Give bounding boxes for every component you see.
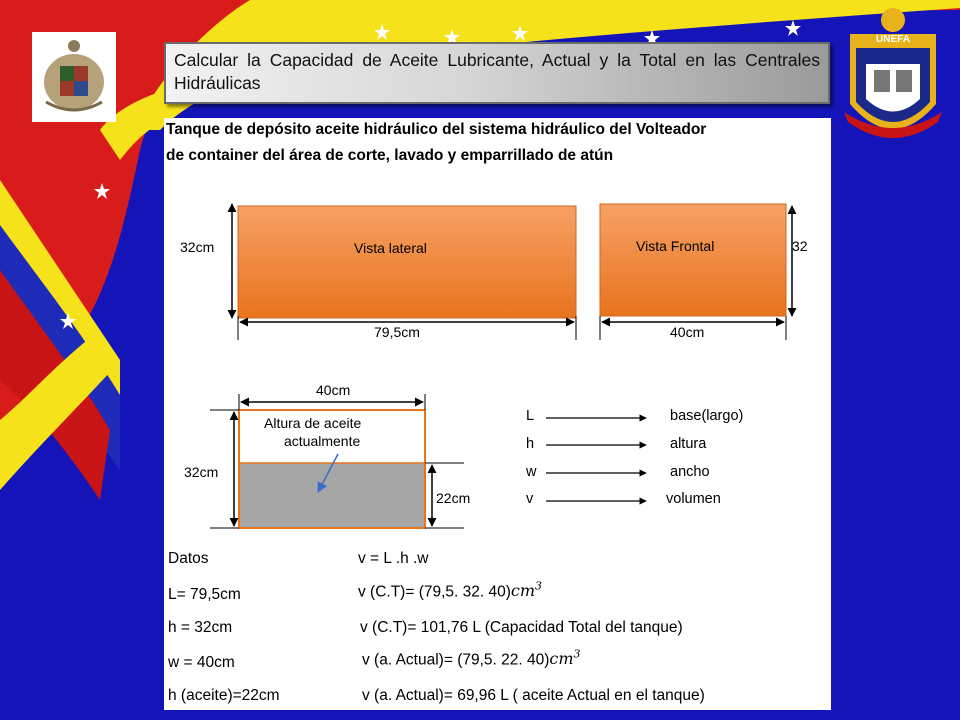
institution-logo bbox=[32, 32, 116, 122]
legend-arrows bbox=[546, 418, 646, 501]
figure-heading-line1: Tanque de depósito aceite hidráulico del sistema hidráulico del Volteador bbox=[166, 121, 707, 138]
legend-meaning: ancho bbox=[670, 464, 710, 480]
figure-heading-line2: de container del área de corte, lavado y emparrillado de atún bbox=[166, 147, 614, 164]
oil-view-height-label: 32cm bbox=[184, 464, 219, 480]
emblem-icon bbox=[32, 32, 116, 122]
cubic-unit: $cm^3$ bbox=[549, 648, 581, 669]
volume-formula: v = L .h .w bbox=[358, 550, 429, 567]
front-view-height-label: 32 bbox=[792, 238, 808, 254]
legend-symbol: v bbox=[526, 491, 534, 507]
total-volume-expression bbox=[358, 580, 542, 601]
front-view-width-label: 40cm bbox=[670, 324, 705, 340]
side-view-label: Vista lateral bbox=[354, 240, 427, 256]
oil-level-label: 22cm bbox=[436, 490, 471, 506]
oil-view-width-label: 40cm bbox=[316, 382, 351, 398]
legend-meaning: volumen bbox=[666, 491, 721, 507]
oil-callout-line1: Altura de aceite bbox=[264, 415, 362, 431]
data-length: L= 79,5cm bbox=[168, 586, 241, 603]
legend-meaning: altura bbox=[670, 436, 707, 452]
front-view-label: Vista Frontal bbox=[636, 238, 715, 254]
data-width: w = 40cm bbox=[168, 654, 235, 671]
data-height: h = 32cm bbox=[168, 619, 233, 636]
unefa-banner-text: UNEFA bbox=[876, 34, 910, 45]
shield-emblem-icon bbox=[838, 4, 948, 154]
total-volume-result: v (C.T)= 101,76 L (Capacidad Total del tanque) bbox=[360, 619, 683, 636]
front-view-tank bbox=[600, 204, 786, 316]
actual-volume-result: v (a. Actual)= 69,96 L ( aceite Actual en el tanque) bbox=[362, 687, 705, 704]
side-view-tank bbox=[238, 206, 576, 318]
legend-symbol: h bbox=[526, 436, 535, 452]
legend-symbol: w bbox=[526, 464, 537, 480]
slide-title: Calcular la Capacidad de Aceite Lubricante, Actual y la Total en las Centrales Hidráulicas bbox=[164, 42, 830, 104]
cubic-unit: $cm^3$ bbox=[510, 580, 543, 601]
side-view-height-label: 32cm bbox=[180, 239, 215, 255]
actual-volume-formula-text: v (a. Actual)= (79,5. 22. 40) bbox=[362, 651, 550, 669]
data-oil-height: h (aceite)=22cm bbox=[168, 687, 280, 704]
legend-symbol: L bbox=[526, 408, 535, 424]
total-volume-formula-text: v (C.T)= (79,5. 32. 40) bbox=[358, 583, 511, 601]
oil-callout-line2: actualmente bbox=[284, 433, 361, 449]
actual-volume-expression bbox=[362, 648, 581, 669]
side-view-length-label: 79,5cm bbox=[374, 324, 420, 340]
unefa-logo bbox=[838, 4, 948, 154]
content-panel bbox=[164, 118, 831, 710]
oil-fill bbox=[240, 463, 424, 527]
legend-meaning: base(largo) bbox=[670, 408, 744, 424]
data-heading: Datos bbox=[168, 550, 209, 567]
